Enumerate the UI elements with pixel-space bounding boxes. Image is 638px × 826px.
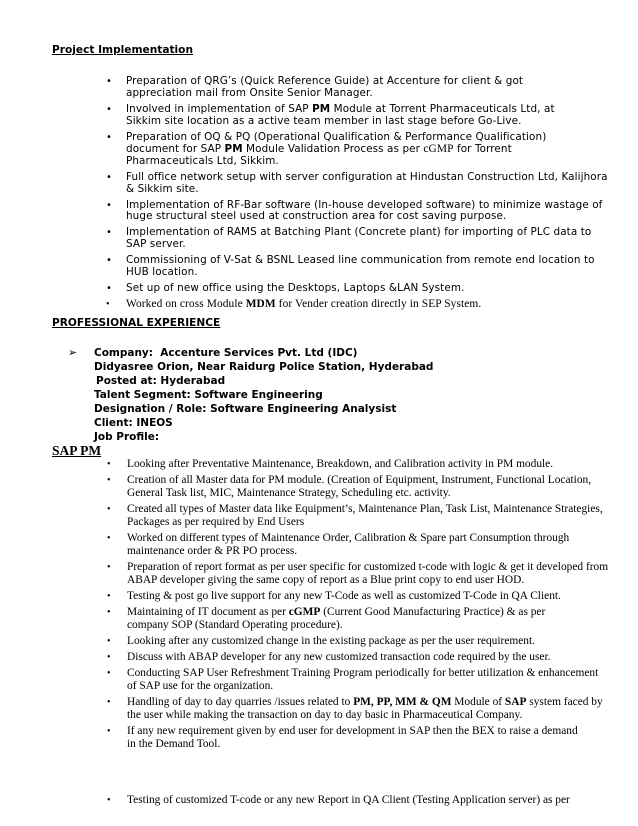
project-list	[106, 75, 626, 315]
posted-line: Posted at: Hyderabad	[96, 375, 226, 387]
bullet-icon: •	[106, 199, 112, 211]
list-item: • Implementation of RF-Bar software (In-house developed software) to minimize wastage of huge structural steel used at construction area for cost saving purpose.	[106, 198, 603, 223]
bullet-icon: •	[107, 726, 111, 737]
bullet-icon: •	[106, 299, 110, 311]
bullet-icon: •	[107, 475, 111, 486]
company-line: Company: Accenture Services Pvt. Ltd (IDC)	[94, 347, 358, 359]
bullet-icon: •	[107, 668, 111, 679]
sap-pm-list	[107, 458, 615, 754]
list-item: • Testing & post go live support for any new T-Code as well as customized T-Code in QA Client.	[107, 590, 561, 602]
list-item: • Preparation of report format as per user specific for customized t-code with logic & get it developed from ABAP developer giving the same copy of report as a Blue print copy to end user HOD.	[107, 561, 609, 586]
bullet-icon: •	[106, 131, 112, 143]
bullet-icon: •	[107, 795, 111, 806]
list-item: • Testing of customized T-code or any new Report in QA Client (Testing Application server) as per	[107, 794, 570, 806]
list-item: • Preparation of OQ & PQ (Operational Qualification & Performance Qualification) document for SAP PM Module Validation Process as per cGMP for Torrent Pharmaceuticals Ltd, Sikkim.	[106, 130, 547, 167]
bullet-icon: •	[106, 227, 112, 239]
list-item: • Set up of new office using the Desktops, Laptops &LAN System.	[106, 282, 465, 295]
project-implementation-heading: Project Implementation	[52, 44, 193, 56]
bullet-icon: •	[107, 562, 111, 573]
sap-pm-list-continued	[107, 794, 615, 807]
list-item: • Discuss with ABAP developer for any new customized transaction code required by the user.	[107, 651, 551, 663]
list-item: • Worked on different types of Maintenance Order, Calibration & Spare part Consumption through maintenance order & PR PO process.	[107, 532, 570, 557]
designation-line: Designation / Role: Software Engineering Analysist	[94, 403, 397, 415]
talent-segment-line: Talent Segment: Software Engineering	[94, 389, 323, 401]
list-item: • Worked on cross Module MDM for Vender creation directly in SEP System.	[106, 298, 482, 311]
list-item: • Preparation of QRG’s (Quick Reference Guide) at Accenture for client & got appreciation mail from Onsite Senior Manager.	[106, 75, 524, 99]
list-item: • Conducting SAP User Refreshment Training Program periodically for better utilization & enhancement of SAP use for the organization.	[107, 667, 599, 692]
bullet-icon: •	[106, 283, 112, 295]
list-item: • Implementation of RAMS at Batching Plant (Concrete plant) for importing of PLC data to SAP server.	[106, 226, 592, 251]
client-line: Client: INEOS	[94, 417, 173, 429]
list-item: • Looking after Preventative Maintenance, Breakdown, and Calibration activity in PM module.	[107, 458, 554, 470]
bullet-icon: •	[106, 76, 112, 87]
bullet-icon: •	[106, 103, 112, 115]
bullet-icon: •	[107, 459, 111, 470]
list-item: • Looking after any customized change in the existing package as per the user requirement.	[107, 635, 536, 647]
list-item: • Maintaining of IT document as per cGMP (Current Good Manufacturing Practice) & as per company SOP (Standard Operating procedure).	[107, 606, 546, 631]
sap-pm-heading: SAP PM	[52, 443, 102, 458]
list-item: • Created all types of Master data like Equipment’s, Maintenance Plan, Task List, Maintenance Strategies, Packages as per required by End Users	[107, 503, 603, 528]
list-item: • If any new requirement given by end user for development in SAP then the BEX to raise a demand in the Demand Tool.	[107, 725, 578, 750]
bullet-icon: •	[107, 533, 111, 544]
bullet-icon: •	[107, 636, 111, 647]
bullet-icon: •	[107, 591, 111, 602]
arrow-bullet-icon: ➢	[68, 346, 78, 359]
bullet-icon: •	[106, 171, 112, 183]
bullet-icon: •	[107, 504, 111, 515]
bullet-icon: •	[106, 255, 112, 267]
list-item: • Commissioning of V-Sat & BSNL Leased line communication from remote end location to HUB location.	[106, 254, 595, 279]
list-item: • Creation of all Master data for PM module. (Creation of Equipment, Instrument, Functional Location, General Task list, MIC, Maintenance Strategy, Scheduling etc. activity.	[107, 474, 592, 499]
bullet-icon: •	[107, 697, 111, 708]
company-details	[94, 346, 614, 444]
list-item: • Involved in implementation of SAP PM Module at Torrent Pharmaceuticals Ltd, at Sikkim site location as a active team member in last stage before Go-Live.	[106, 102, 555, 127]
bullet-icon: •	[107, 607, 111, 618]
list-item: • Full office network setup with server configuration at Hindustan Construction Ltd, Kalijhora & Sikkim site.	[106, 170, 608, 195]
job-profile-line: Job Profile:	[94, 431, 160, 443]
list-item: • Handling of day to day quarries /issues related to PM, PP, MM & QM Module of SAP system faced by the user while making the transaction on day to day basic in Pharmaceutical Company.	[107, 696, 603, 721]
bullet-icon: •	[107, 652, 111, 663]
professional-experience-heading: PROFESSIONAL EXPERIENCE	[52, 317, 221, 329]
address-line: Didyasree Orion, Near Raidurg Police Station, Hyderabad	[94, 361, 434, 373]
